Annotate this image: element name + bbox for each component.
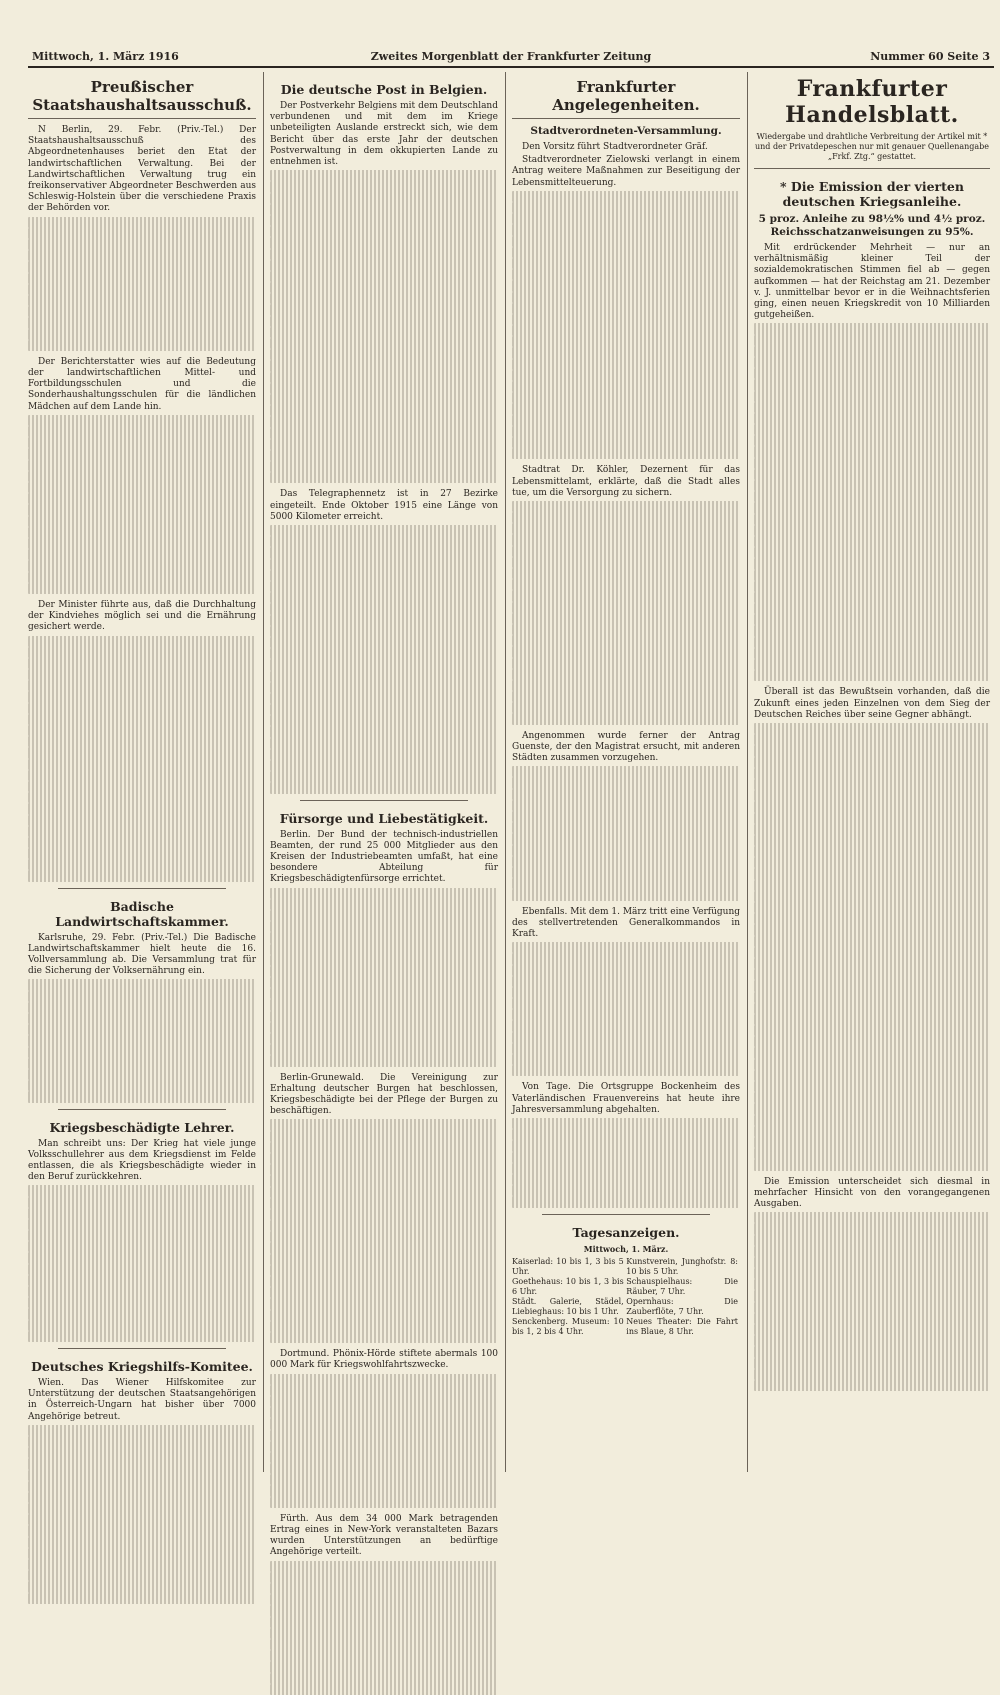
article-paragraph: Ebenfalls. Mit dem 1. März tritt eine Verfügung des stellvertretenden Generalkommandos in Kraft. <box>512 906 740 939</box>
event-item: Kunstverein, Junghofstr. 8: 10 bis 5 Uhr. <box>626 1256 738 1276</box>
event-item: Senckenberg. Museum: 10 bis 1, 2 bis 4 Uhr. <box>512 1316 624 1336</box>
article-paragraph: Stadtrat Dr. Köhler, Dezernent für das Lebensmittelamt, erklärte, daß die Stadt alles tue, um die Versorgung zu sichern. <box>512 465 740 498</box>
article-paragraph: Fürth. Aus dem 34 000 Mark betragenden Ertrag eines in New-York veranstalteten Bazars wurden Unterstützungen an bedürftige Angehörige verteilt. <box>270 1513 498 1558</box>
text-filler <box>270 888 498 1067</box>
event-item: Neues Theater: Die Fahrt ins Blaue, 8 Uhr. <box>626 1316 738 1336</box>
article-subheadline: 5 proz. Anleihe zu 98½% und 4½ proz. Reichsschatzanweisungen zu 95%. <box>758 213 986 238</box>
masthead-page-number: Nummer 60 Seite 3 <box>870 50 990 63</box>
text-filler <box>28 1425 256 1604</box>
article-paragraph: Der Postverkehr Belgiens mit dem Deutschland verbundenen und mit dem im Kriege unbeteiligten Auslande erstreckt sich, wie dem Bericht über das erste Jahr der deutschen Postverwaltung in dem okkupierten Lande zu entnehmen ist. <box>270 101 498 168</box>
text-filler <box>28 636 256 882</box>
event-item: Goethehaus: 10 bis 1, 3 bis 6 Uhr. <box>512 1276 624 1296</box>
event-listings <box>512 1244 740 1337</box>
text-filler <box>270 525 498 794</box>
section-masthead: Frankfurter Handelsblatt. <box>785 76 959 128</box>
article-paragraph: Mit erdrückender Mehrheit — nur an verhältnismäßig kleiner Teil der sozialdemokratischen Stimmen fiel ab — gegen aufkommen — hat der Reichstag am 21. Dezember v. J. unmittelbar bevor er in die Weihnachtsferien ging, einen neuen Kriegskredit von 10 Milliarden gutgeheißen. <box>754 243 990 321</box>
article-paragraph: Den Vorsitz führt Stadtverordneter Gräf. <box>522 142 708 152</box>
text-filler <box>28 979 256 1102</box>
article-headline: Badische Landwirtschaftskammer. <box>55 898 229 929</box>
events-date: Mittwoch, 1. März. <box>583 1243 669 1254</box>
text-filler <box>28 217 256 351</box>
column-rule <box>505 72 506 1472</box>
article-paragraph: Das Telegraphennetz ist in 27 Bezirke eingeteilt. Ende Oktober 1915 eine Länge von 5000 Kilometer erreicht. <box>270 489 498 522</box>
article-headline: * Die Emission der vierten deutschen Kriegsanleihe. <box>780 179 964 209</box>
article-paragraph: Der Berichterstatter wies auf die Bedeutung der landwirtschaftlichen Mittel- und Fortbildungsschulen und die Sonderhaushaltungsschulen für die ländlichen Mädchen auf dem Lande hin. <box>28 356 256 412</box>
article-paragraph: Berlin. Der Bund der technisch-industriellen Beamten, der rund 25 000 Mitglieder aus den Kreisen der Industriebeamten umfaßt, hat eine besondere Abteilung für Kriegsbeschädigtenfürsorge errichtet. <box>270 829 498 885</box>
text-filler <box>512 942 740 1076</box>
column-rule <box>263 72 264 1472</box>
article-headline: Kriegsbeschädigte Lehrer. <box>49 1119 235 1135</box>
text-filler <box>512 501 740 725</box>
event-item: Schauspielhaus: Die Räuber, 7 Uhr. <box>626 1276 738 1296</box>
text-filler <box>754 723 990 1171</box>
text-filler <box>754 1212 990 1391</box>
section-subtitle: Wiedergabe und drahtliche Verbreitung der Artikel mit * und der Privatdepeschen nur mit genauer Quellenangabe „Frkf. Ztg.“ gestattet. <box>754 132 990 169</box>
text-filler <box>512 766 740 900</box>
text-filler <box>28 1185 256 1342</box>
article-paragraph: Der Minister führte aus, daß die Durchhaltung der Kindviehes möglich sei und die Ernährung gesichert werde. <box>28 599 256 633</box>
event-item: Städt. Galerie, Städel, Liebieghaus: 10 bis 1 Uhr. <box>512 1296 624 1316</box>
newspaper-page <box>28 0 994 1558</box>
article-paragraph: Angenommen wurde ferner der Antrag Guenste, der den Magistrat ersucht, mit anderen Städten zusammen vorzugehen. <box>512 730 740 764</box>
article-paragraph: N Berlin, 29. Febr. (Priv.-Tel.) Der Staatshaushaltsausschuß des Abgeordnetenhauses beriet den Etat der landwirtschaftlichen Verwaltung. Bei der Landwirtschaftlichen Verwaltung trug ein freikonservativer Abgeordneter Beschwerden aus Schleswig-Holstein über die verschiedene Praxis der Behörden vor. <box>28 125 256 214</box>
column-1 <box>28 72 256 1472</box>
article-headline: Stadtverordneten-Versammlung. <box>530 125 722 137</box>
section-headline: Frankfurter Angelegenheiten. <box>512 78 740 119</box>
article-paragraph: Karlsruhe, 29. Febr. (Priv.-Tel.) Die Badische Landwirtschaftskammer hielt heute die 16. Vollversammlung ab. Die Versammlung trat für die Sicherung der Volksernährung ein. <box>28 932 256 977</box>
masthead-edition: Zweites Morgenblatt der Frankfurter Zeitung <box>370 50 652 63</box>
masthead <box>28 44 994 68</box>
article-paragraph: Berlin-Grunewald. Die Vereinigung zur Erhaltung deutscher Burgen hat beschlossen, Kriegsbeschädigte bei der Pflege der Burgen zu beschäftigen. <box>270 1072 498 1117</box>
article-headline: Tagesanzeigen. <box>572 1224 680 1240</box>
article-paragraph: Überall ist das Bewußtsein vorhanden, daß die Zukunft eines jeden Einzelnen von dem Sieg der Deutschen Reiches über seine Gegner abhängt. <box>754 687 990 720</box>
text-filler <box>28 415 256 594</box>
article-headline: Preußischer Staatshaushaltsausschuß. <box>28 78 256 119</box>
column-3 <box>512 72 740 1472</box>
text-filler <box>270 1561 498 1695</box>
article-paragraph: Dortmund. Phönix-Hörde stiftete abermals 100 000 Mark für Kriegswohlfahrtszwecke. <box>270 1349 498 1371</box>
text-filler <box>512 1118 740 1208</box>
text-filler <box>754 323 990 681</box>
article-headline: Die deutsche Post in Belgien. <box>280 82 488 97</box>
article-paragraph: Von Tage. Die Ortsgruppe Bockenheim des Vaterländischen Frauenvereins hat heute ihre Jahresversammlung abgehalten. <box>512 1082 740 1115</box>
column-rule <box>747 72 748 1472</box>
column-2 <box>270 72 498 1558</box>
column-4 <box>754 72 990 1472</box>
event-item: Opernhaus: Die Zauberflöte, 7 Uhr. <box>626 1296 738 1316</box>
article-headline: Deutsches Kriegshilfs-Komitee. <box>31 1358 253 1374</box>
text-filler <box>270 1374 498 1508</box>
article-paragraph: Man schreibt uns: Der Krieg hat viele junge Volksschullehrer aus dem Kriegsdienst im Felde entlassen, die als Kriegsbeschädigte wieder in den Beruf zurückkehren. <box>28 1138 256 1183</box>
text-filler <box>270 170 498 483</box>
event-item: Kaiserlad: 10 bis 1, 3 bis 5 Uhr. <box>512 1256 624 1276</box>
article-paragraph: Wien. Das Wiener Hilfskomitee zur Unterstützung der deutschen Staatsangehörigen in Österreich-Ungarn hat bisher über 7000 Angehörige betreut. <box>28 1377 256 1422</box>
text-filler <box>512 191 740 460</box>
article-headline: Fürsorge und Liebestätigkeit. <box>279 810 489 826</box>
masthead-date: Mittwoch, 1. März 1916 <box>32 50 179 63</box>
article-paragraph: Stadtverordneter Zielowski verlangt in einem Antrag weitere Maßnahmen zur Beseitigung der Lebensmittelteuerung. <box>512 155 740 188</box>
text-filler <box>270 1119 498 1343</box>
article-paragraph: Die Emission unterscheidet sich diesmal in mehrfacher Hinsicht von den vorangegangenen Ausgaben. <box>754 1176 990 1209</box>
